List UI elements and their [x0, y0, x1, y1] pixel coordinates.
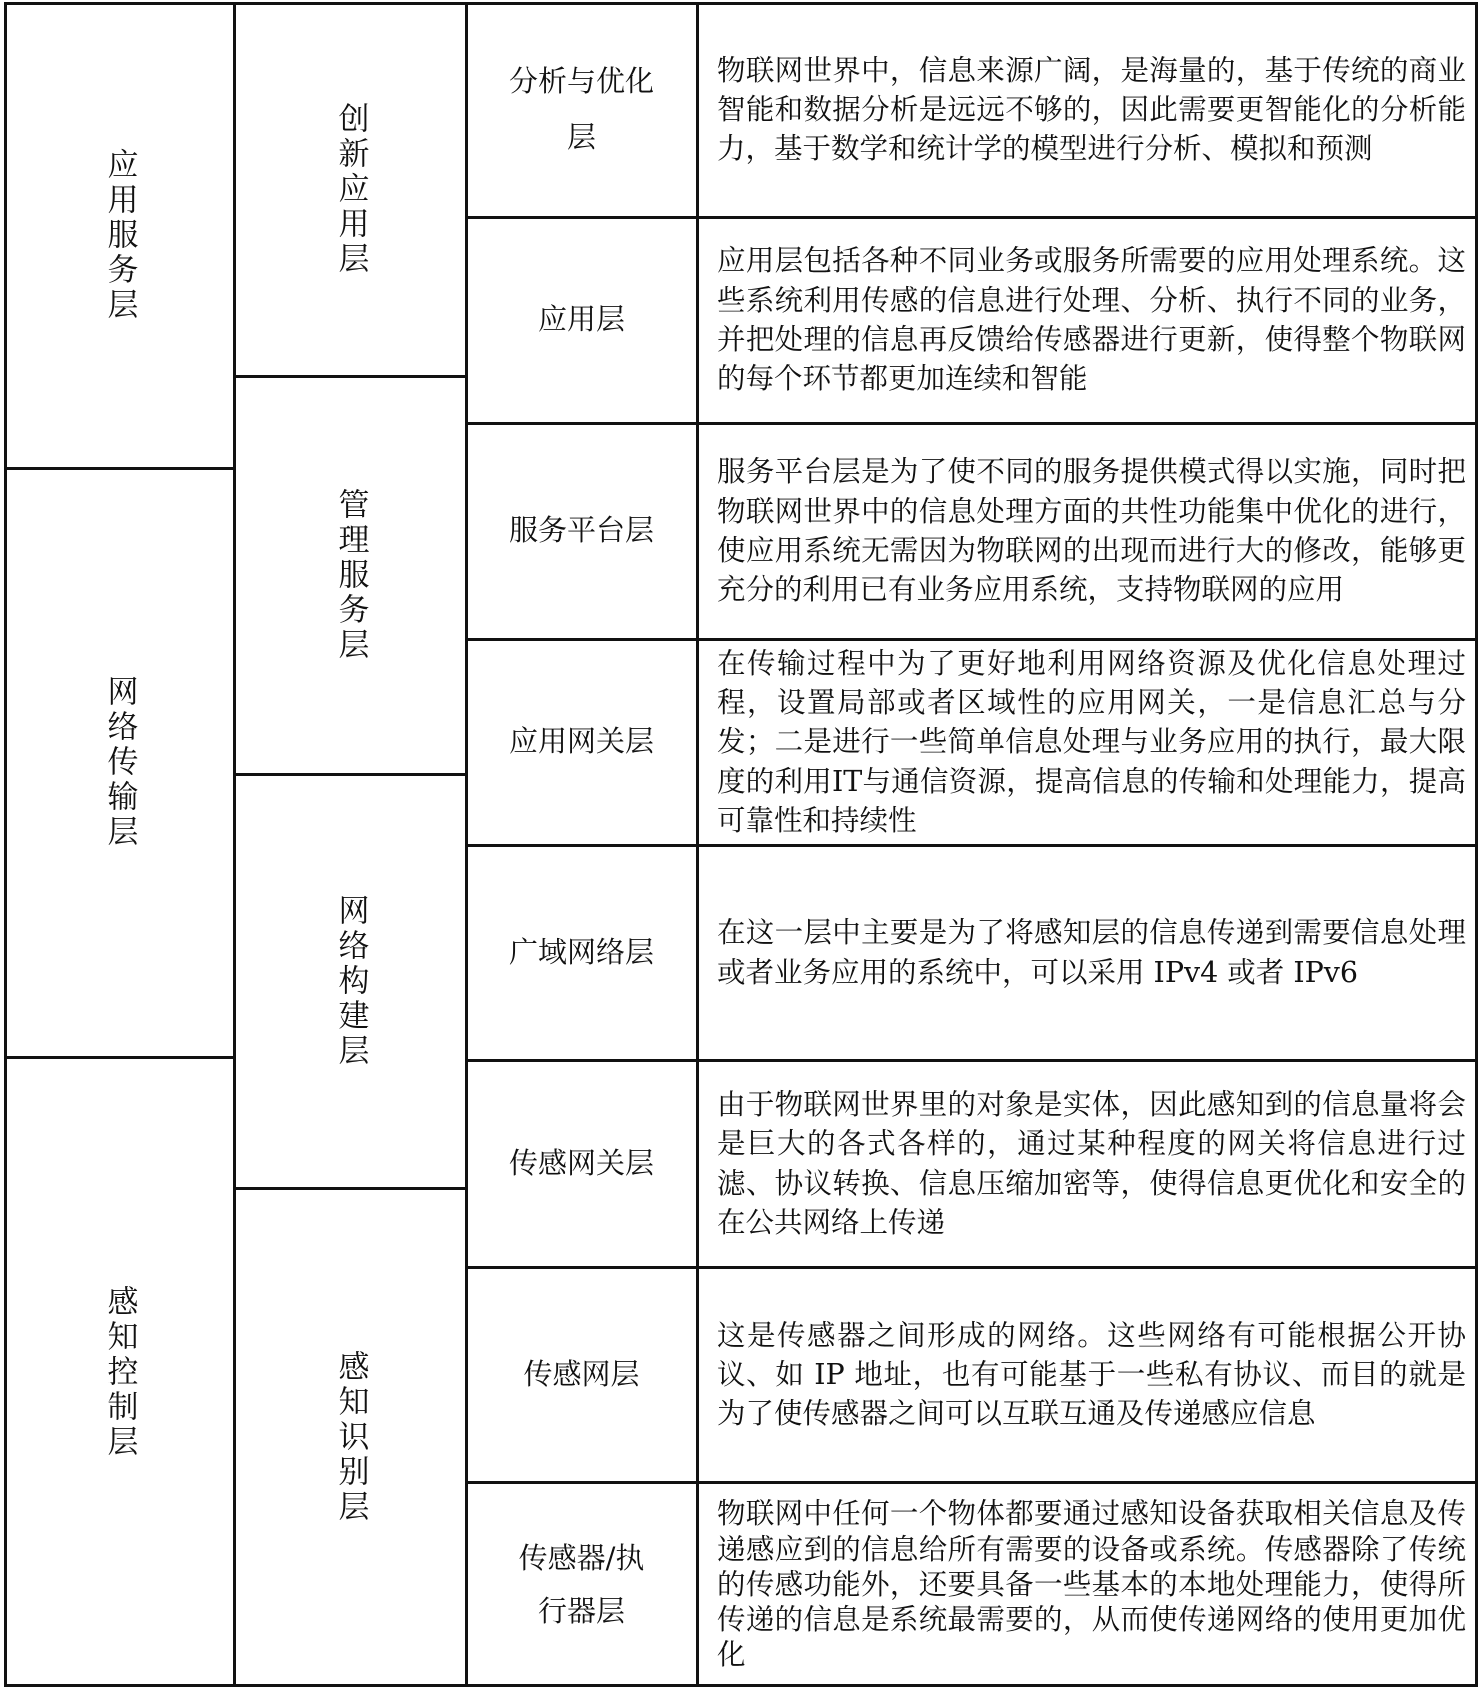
layer-name: 传感网关层 — [508, 1145, 654, 1180]
level2-cell-sensing-identify — [234, 1188, 466, 1687]
layer-name: 传感器/执行器层 — [518, 1541, 645, 1628]
grid-line — [466, 216, 1478, 219]
layer-desc-cell — [697, 1060, 1478, 1267]
grid-line — [234, 1187, 467, 1190]
grid-line — [234, 773, 467, 776]
level1-label: 感知控制层 — [101, 1284, 138, 1460]
level2-label: 网络构建层 — [332, 893, 369, 1069]
layer-name-cell — [466, 1482, 697, 1687]
layer-name: 应用层 — [537, 302, 625, 337]
level2-cell-network-build — [234, 774, 466, 1188]
level1-label: 网络传输层 — [101, 675, 138, 850]
layer-description: 服务平台层是为了使不同的服务提供模式得以实施，同时把物联网世界中的信息处理方面的共性功能集中优化的进行，使应用系统无需因为物联网的出现而进行大的修改，能够更充分的利用已有业务应用系统，支持物联网的应用 — [717, 455, 1466, 607]
grid-line — [4, 1684, 1478, 1687]
layer-name: 广域网络层 — [508, 934, 654, 969]
level2-label: 管理服务层 — [332, 487, 369, 663]
level1-cell-app-service — [4, 2, 234, 468]
level1-cell-network-transport — [4, 468, 234, 1057]
layer-description: 应用层包括各种不同业务或服务所需要的应用处理系统。这些系统利用传感的信息进行处理、分析、执行不同的业务，并把处理的信息再反馈给传感器进行更新，使得整个物联网的每个环节都更加连续和智能 — [717, 244, 1466, 396]
level1-cell-sensing-control — [4, 1057, 234, 1687]
layer-desc-cell — [697, 1267, 1478, 1482]
layer-name: 分析与优化层 — [508, 64, 654, 154]
level2-cell-innovative-app — [234, 2, 466, 376]
grid-line — [4, 2, 7, 1687]
layer-name-cell — [466, 845, 697, 1060]
grid-line — [466, 422, 1478, 425]
layer-desc-cell — [697, 639, 1478, 845]
layer-description: 在传输过程中为了更好地利用网络资源及优化信息处理过程，设置局部或者区域性的应用网关，一是信息汇总与分发；二是进行一些简单信息处理与业务应用的执行，最大限度的利用IT与通信资源，提高信息的传输和处理能力，提高可靠性和持续性 — [717, 646, 1466, 837]
grid-line — [233, 2, 236, 1687]
layer-desc-cell — [697, 845, 1478, 1060]
level2-label: 创新应用层 — [332, 101, 369, 277]
grid-line — [466, 1059, 1478, 1062]
layer-desc-cell — [697, 217, 1478, 423]
grid-line — [466, 638, 1478, 641]
layer-name-cell — [466, 217, 697, 423]
grid-line — [4, 467, 235, 470]
layer-name-cell — [466, 1267, 697, 1482]
grid-line — [4, 2, 1478, 5]
layer-description: 这是传感器之间形成的网络。这些网络有可能根据公开协议、如 IP 地址，也有可能基于一些私有协议、而目的就是为了使传感器之间可以互联互通及传递感应信息 — [717, 1318, 1466, 1431]
layer-description: 物联网世界中，信息来源广阔，是海量的，基于传统的商业智能和数据分析是远远不够的，因此需要更智能化的分析能力，基于数学和统计学的模型进行分析、模拟和预测 — [717, 53, 1466, 166]
grid-line — [234, 375, 467, 378]
grid-line — [466, 1266, 1478, 1269]
grid-line — [4, 1056, 235, 1059]
layer-name: 应用网关层 — [508, 724, 654, 759]
level1-label: 应用服务层 — [101, 147, 138, 323]
layer-desc-cell — [697, 423, 1478, 639]
layer-name-cell — [466, 2, 697, 217]
iot-architecture-table — [4, 2, 1478, 1687]
layer-description: 由于物联网世界里的对象是实体，因此感知到的信息量将会是巨大的各式各样的，通过某种程度的网关将信息进行过滤、协议转换、信息压缩加密等，使得信息更优化和安全的在公共网络上传递 — [717, 1087, 1466, 1239]
layer-description: 在这一层中主要是为了将感知层的信息传递到需要信息处理或者业务应用的系统中，可以采用 IPv4 或者 IPv6 — [717, 916, 1466, 989]
layer-desc-cell — [697, 1482, 1478, 1687]
grid-line — [466, 844, 1478, 847]
level2-cell-management-service — [234, 376, 466, 774]
grid-line — [466, 1481, 1478, 1484]
level2-label: 感知识别层 — [332, 1350, 369, 1525]
layer-name-cell — [466, 423, 697, 639]
layer-desc-cell — [697, 2, 1478, 217]
layer-name: 传感网层 — [523, 1356, 640, 1391]
layer-name-cell — [466, 639, 697, 845]
layer-name: 服务平台层 — [508, 513, 654, 548]
layer-name-cell — [466, 1060, 697, 1267]
layer-description: 物联网中任何一个物体都要通过感知设备获取相关信息及传递感应到的信息给所有需要的设备或系统。传感器除了传统的传感功能外，还要具备一些基本的本地处理能力，使得所传递的信息是系统最需要的，从而使传递网络的使用更加优化 — [717, 1497, 1466, 1672]
